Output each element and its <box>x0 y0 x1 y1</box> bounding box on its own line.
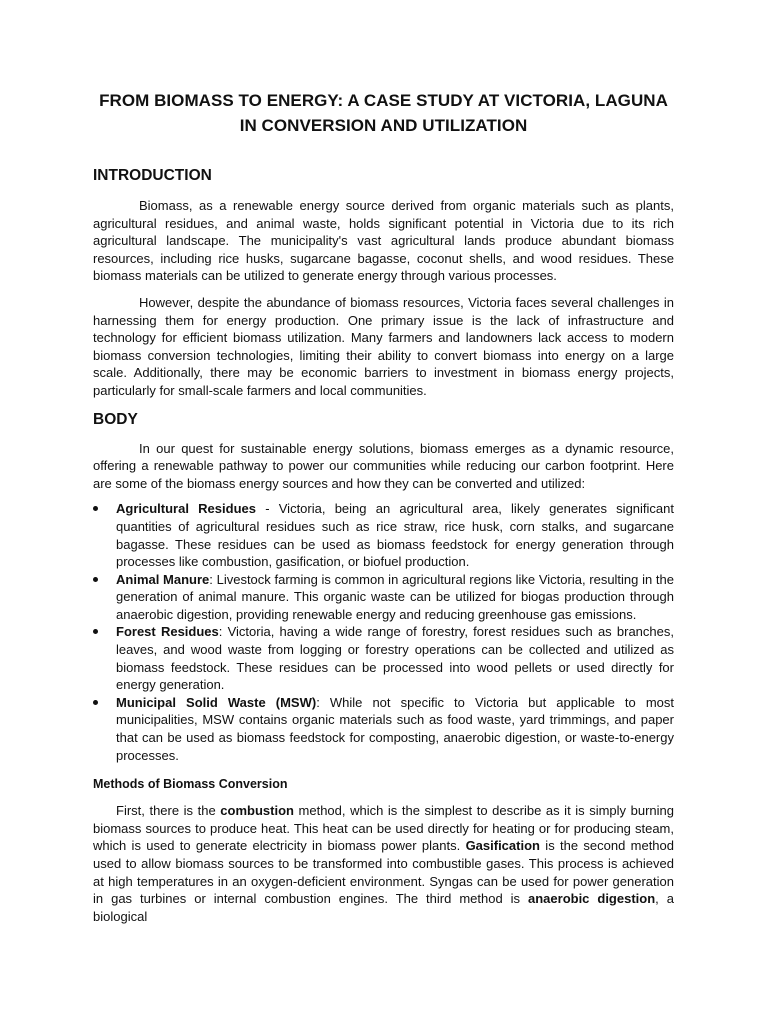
methods-text-2: method, which is the simplest to describe as it is simply burning biomass sources to produce heat. This heat can be used directly for heating or for producing steam, which is used to generate electricity in biomass power plants. <box>93 803 674 854</box>
bullet-icon <box>93 700 98 705</box>
bullet-icon <box>93 629 98 634</box>
list-item <box>93 571 674 624</box>
keyword-combustion: combustion <box>220 803 294 819</box>
title-line-2: IN CONVERSION AND UTILIZATION <box>239 116 528 135</box>
body-intro-paragraph: In our quest for sustainable energy solutions, biomass emerges as a dynamic resource, offering a renewable pathway to power our communities while reducing our carbon footprint. Here are some of the biomass energy sources and how they can be converted and utilized: <box>93 440 674 491</box>
list-item-text: - Victoria, being an agricultural area, likely generates significant quantities of agricultural residues such as rice straw, rice husk, corn stalks, and sugarcane bagasse. These residues can be used as biomass feedstock for energy generation through processes like combustion, gasification, or biofuel production. <box>116 501 674 570</box>
keyword-anaerobic-digestion: anaerobic digestion <box>528 891 656 907</box>
list-item-text: : Livestock farming is common in agricultural regions like Victoria, resulting in the generation of animal manure. This organic waste can be utilized for biogas production through anaerobic digestion, providing renewable energy and reducing greenhouse gas emissions. <box>116 571 674 622</box>
list-item-term: Forest Residues <box>116 624 219 640</box>
methods-text-4: , a biological <box>93 891 674 924</box>
list-item <box>93 694 674 764</box>
list-item <box>93 500 674 570</box>
list-item-text: : Victoria, having a wide range of forestry, forest residues such as branches, leaves, and wood waste from logging or forestry operations can be collected and utilized as biomass feedstock. These residues can be processed into wood pellets or used directly for energy generation. <box>116 624 674 693</box>
document-title <box>81 88 686 138</box>
introduction-paragraph-2: However, despite the abundance of biomass resources, Victoria faces several challenges in harnessing them for energy production. One primary issue is the lack of infrastructure and technology for efficient biomass utilization. Many farmers and landowners lack access to modern biomass conversion technologies, limiting their ability to convert biomass into energy on a large scale. Additionally, there may be economic barriers to investment in biomass energy projects, particularly for small-scale farmers and local communities. <box>93 294 674 398</box>
list-item <box>93 623 674 693</box>
introduction-paragraph-1: Biomass, as a renewable energy source derived from organic materials such as plants, agricultural residues, and animal waste, holds significant potential in Victoria due to its rich agricultural landscape. The municipality's vast agricultural lands produce abundant biomass resources, including rice husks, sugarcane bagasse, coconut shells, and wood residues. These biomass materials can be utilized to generate energy through various processes. <box>93 198 674 284</box>
body-heading: BODY <box>93 410 138 428</box>
list-item-term: Agricultural Residues <box>116 501 256 517</box>
list-item-term: Animal Manure <box>116 571 210 587</box>
methods-text-3: is the second method used to allow biomass sources to be transformed into combustible gases. This process is achieved at high temperatures in an oxygen-deficient environment. Syngas can be used for power generation in gas turbines or internal combustion engines. The third method is <box>93 838 674 907</box>
title-line-1: FROM BIOMASS TO ENERGY: A CASE STUDY AT VICTORIA, LAGUNA <box>99 91 668 110</box>
bullet-icon <box>93 506 98 511</box>
methods-heading: Methods of Biomass Conversion <box>93 777 288 792</box>
list-item-text: : While not specific to Victoria but applicable to most municipalities, MSW contains organic materials such as food waste, yard trimmings, and paper that can be used as biomass feedstock for composting, anaerobic digestion, or waste-to-energy processes. <box>116 694 674 763</box>
keyword-gasification: Gasification <box>465 838 540 854</box>
introduction-heading: INTRODUCTION <box>93 167 212 184</box>
methods-paragraph <box>93 802 674 925</box>
list-item-term: Municipal Solid Waste (MSW) <box>116 694 317 710</box>
methods-text-1: First, there is the <box>116 803 221 819</box>
document-content <box>93 88 674 925</box>
biomass-sources-list <box>93 500 674 764</box>
bullet-icon <box>93 577 98 582</box>
